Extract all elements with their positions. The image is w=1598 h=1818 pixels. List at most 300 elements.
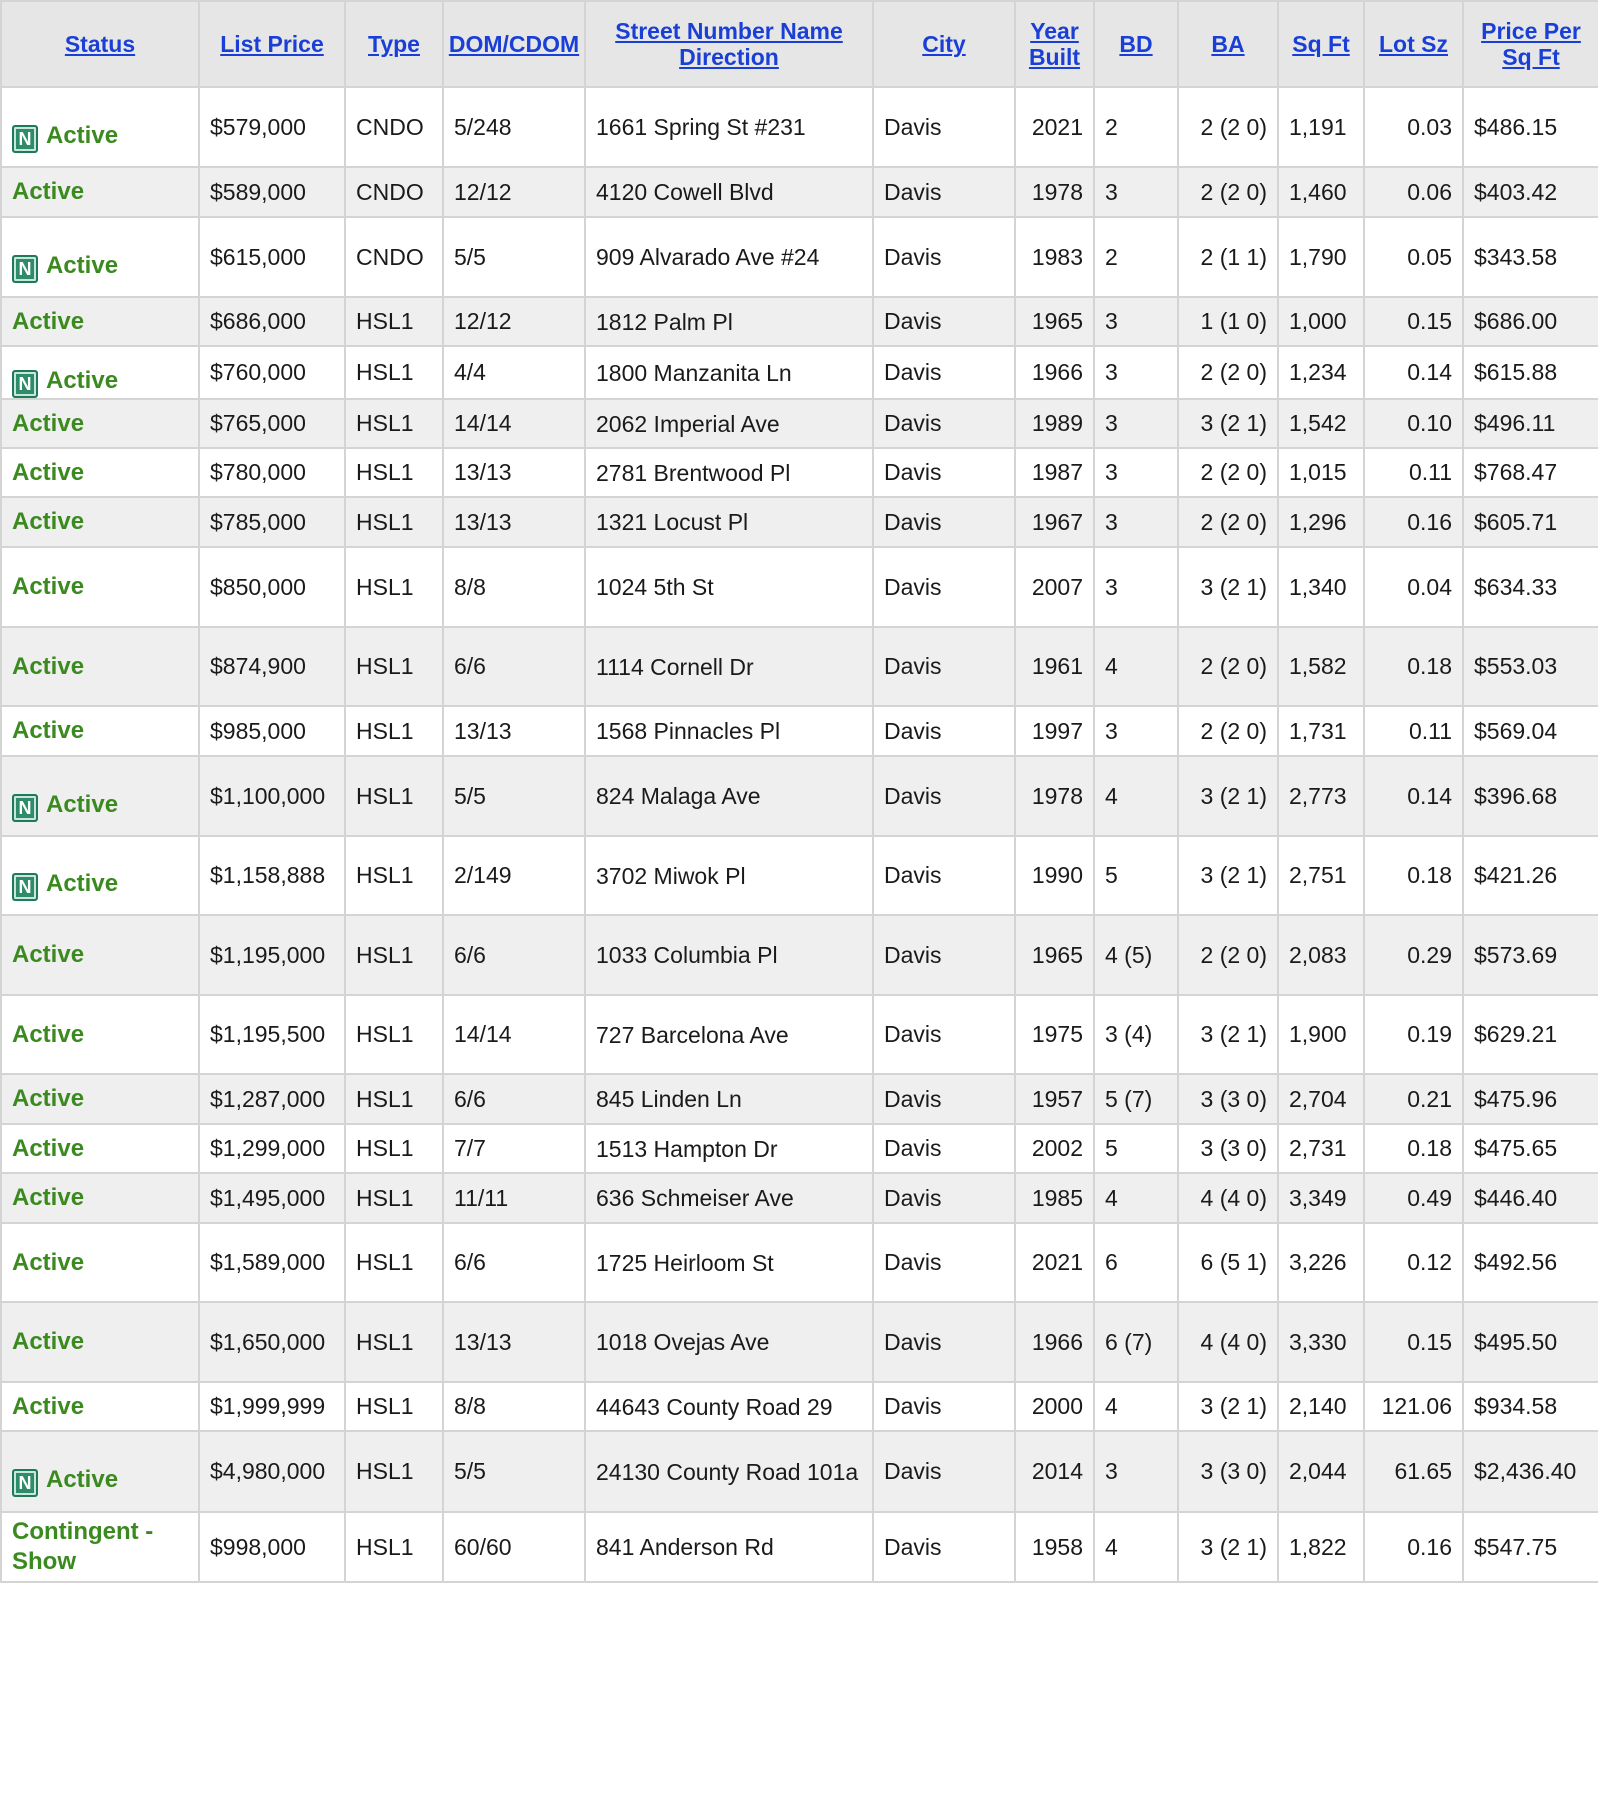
ba-cell: 2 (2 0) <box>1178 915 1278 995</box>
street-cell: 824 Malaga Ave <box>585 756 873 836</box>
status-text: Active <box>46 870 119 897</box>
list-price-cell: $589,000 <box>199 167 345 217</box>
table-row[interactable] <box>1 497 1598 547</box>
list-price-cell: $998,000 <box>199 1512 345 1582</box>
sort-year-built-link[interactable]: Year Built <box>1028 18 1081 70</box>
dom-cdom-cell: 11/11 <box>443 1173 585 1223</box>
price-per-sqft-cell: $492.56 <box>1463 1223 1598 1302</box>
city-cell: Davis <box>873 1173 1015 1223</box>
price-per-sqft-cell: $475.65 <box>1463 1124 1598 1173</box>
price-per-sqft-cell: $569.04 <box>1463 706 1598 756</box>
year-built-cell: 1989 <box>1015 399 1094 448</box>
new-listing-icon: N <box>12 370 38 398</box>
sort-lot-sz-link[interactable]: Lot Sz <box>1379 31 1448 57</box>
city-cell: Davis <box>873 1302 1015 1382</box>
year-built-cell: 1957 <box>1015 1074 1094 1124</box>
dom-cdom-cell: 6/6 <box>443 1074 585 1124</box>
status-cell <box>1 87 199 167</box>
status-text: Active <box>12 717 85 744</box>
status-cell <box>1 399 199 448</box>
price-per-sqft-cell: $686.00 <box>1463 297 1598 346</box>
sqft-cell: 1,900 <box>1278 995 1364 1074</box>
list-price-cell: $780,000 <box>199 448 345 497</box>
year-built-cell: 1975 <box>1015 995 1094 1074</box>
col-header-status <box>1 1 199 87</box>
table-row[interactable] <box>1 995 1598 1074</box>
dom-cdom-cell: 6/6 <box>443 915 585 995</box>
price-per-sqft-cell: $495.50 <box>1463 1302 1598 1382</box>
dom-cdom-cell: 2/149 <box>443 836 585 915</box>
price-per-sqft-cell: $396.68 <box>1463 756 1598 836</box>
price-per-sqft-cell: $446.40 <box>1463 1173 1598 1223</box>
sqft-cell: 1,822 <box>1278 1512 1364 1582</box>
price-per-sqft-cell: $629.21 <box>1463 995 1598 1074</box>
ba-cell: 6 (5 1) <box>1178 1223 1278 1302</box>
status-cell <box>1 1302 199 1382</box>
col-header-list-price <box>199 1 345 87</box>
bd-cell: 3 <box>1094 706 1178 756</box>
list-price-cell: $850,000 <box>199 547 345 627</box>
ba-cell: 3 (2 1) <box>1178 1512 1278 1582</box>
lot-sz-cell: 0.18 <box>1364 1124 1463 1173</box>
table-row[interactable] <box>1 547 1598 627</box>
table-row[interactable] <box>1 756 1598 836</box>
price-per-sqft-cell: $343.58 <box>1463 217 1598 297</box>
bd-cell: 6 <box>1094 1223 1178 1302</box>
ba-cell: 2 (2 0) <box>1178 346 1278 399</box>
bd-cell: 3 <box>1094 448 1178 497</box>
col-header-price-per-sqft <box>1463 1 1598 87</box>
status-cell <box>1 497 199 547</box>
ba-cell: 1 (1 0) <box>1178 297 1278 346</box>
lot-sz-cell: 0.03 <box>1364 87 1463 167</box>
dom-cdom-cell: 12/12 <box>443 297 585 346</box>
type-cell: HSL1 <box>345 1302 443 1382</box>
sqft-cell: 1,582 <box>1278 627 1364 706</box>
table-row[interactable] <box>1 87 1598 167</box>
new-listing-icon: N <box>12 255 38 283</box>
street-cell: 1513 Hampton Dr <box>585 1124 873 1173</box>
list-price-cell: $765,000 <box>199 399 345 448</box>
list-price-cell: $785,000 <box>199 497 345 547</box>
price-per-sqft-cell: $475.96 <box>1463 1074 1598 1124</box>
ba-cell: 2 (2 0) <box>1178 448 1278 497</box>
list-price-cell: $579,000 <box>199 87 345 167</box>
status-text: Active <box>12 941 85 968</box>
type-cell: HSL1 <box>345 497 443 547</box>
dom-cdom-cell: 6/6 <box>443 627 585 706</box>
dom-cdom-cell: 12/12 <box>443 167 585 217</box>
status-text: Active <box>46 121 119 149</box>
col-header-year-built <box>1015 1 1094 87</box>
table-row[interactable] <box>1 346 1598 399</box>
dom-cdom-cell: 5/5 <box>443 756 585 836</box>
lot-sz-cell: 0.19 <box>1364 995 1463 1074</box>
street-cell: 1725 Heirloom St <box>585 1223 873 1302</box>
status-text: Active <box>12 1392 85 1420</box>
city-cell: Davis <box>873 448 1015 497</box>
lot-sz-cell: 0.18 <box>1364 627 1463 706</box>
status-cell <box>1 627 199 706</box>
type-cell: HSL1 <box>345 627 443 706</box>
price-per-sqft-cell: $2,436.40 <box>1463 1431 1598 1512</box>
street-cell: 1800 Manzanita Ln <box>585 346 873 399</box>
status-text: Active <box>12 458 85 486</box>
sqft-cell: 2,083 <box>1278 915 1364 995</box>
street-cell: 1033 Columbia Pl <box>585 915 873 995</box>
table-row[interactable] <box>1 448 1598 497</box>
sort-type-link[interactable]: Type <box>368 31 420 57</box>
table-row[interactable] <box>1 915 1598 995</box>
type-cell: HSL1 <box>345 1223 443 1302</box>
sqft-cell: 1,731 <box>1278 706 1364 756</box>
status-text: Active <box>46 251 119 279</box>
table-row[interactable] <box>1 1074 1598 1124</box>
bd-cell: 3 <box>1094 167 1178 217</box>
status-cell <box>1 1223 199 1302</box>
table-row[interactable] <box>1 1223 1598 1302</box>
sqft-cell: 2,773 <box>1278 756 1364 836</box>
bd-cell: 4 <box>1094 756 1178 836</box>
status-cell <box>1 1124 199 1173</box>
table-row[interactable] <box>1 627 1598 706</box>
sqft-cell: 1,790 <box>1278 217 1364 297</box>
type-cell: HSL1 <box>345 297 443 346</box>
sqft-cell: 2,751 <box>1278 836 1364 915</box>
status-cell <box>1 756 199 836</box>
year-built-cell: 2000 <box>1015 1382 1094 1431</box>
ba-cell: 3 (3 0) <box>1178 1074 1278 1124</box>
status-cell <box>1 217 199 297</box>
street-cell: 44643 County Road 29 <box>585 1382 873 1431</box>
col-header-lot-sz <box>1364 1 1463 87</box>
city-cell: Davis <box>873 346 1015 399</box>
list-price-cell: $1,999,999 <box>199 1382 345 1431</box>
year-built-cell: 1958 <box>1015 1512 1094 1582</box>
list-price-cell: $874,900 <box>199 627 345 706</box>
bd-cell: 4 <box>1094 1173 1178 1223</box>
sqft-cell: 2,704 <box>1278 1074 1364 1124</box>
price-per-sqft-cell: $934.58 <box>1463 1382 1598 1431</box>
sort-status-link[interactable]: Status <box>64 31 136 57</box>
lot-sz-cell: 0.14 <box>1364 346 1463 399</box>
status-text: Active <box>12 178 85 205</box>
type-cell: HSL1 <box>345 995 443 1074</box>
city-cell: Davis <box>873 1074 1015 1124</box>
street-cell: 909 Alvarado Ave #24 <box>585 217 873 297</box>
list-price-cell: $1,495,000 <box>199 1173 345 1223</box>
dom-cdom-cell: 4/4 <box>443 346 585 399</box>
table-row[interactable] <box>1 1173 1598 1223</box>
list-price-cell: $1,195,000 <box>199 915 345 995</box>
type-cell: HSL1 <box>345 836 443 915</box>
list-price-cell: $1,195,500 <box>199 995 345 1074</box>
status-text: Active <box>46 790 119 818</box>
type-cell: CNDO <box>345 87 443 167</box>
lot-sz-cell: 0.12 <box>1364 1223 1463 1302</box>
type-cell: HSL1 <box>345 706 443 756</box>
status-cell <box>1 346 199 399</box>
sqft-cell: 1,542 <box>1278 399 1364 448</box>
col-header-bd <box>1094 1 1178 87</box>
dom-cdom-cell: 8/8 <box>443 547 585 627</box>
sqft-cell: 1,000 <box>1278 297 1364 346</box>
ba-cell: 2 (2 0) <box>1178 167 1278 217</box>
lot-sz-cell: 0.05 <box>1364 217 1463 297</box>
sqft-cell: 2,140 <box>1278 1382 1364 1431</box>
bd-cell: 3 <box>1094 547 1178 627</box>
table-row[interactable] <box>1 167 1598 217</box>
sort-price-per-sqft-link[interactable]: Price Per Sq Ft <box>1481 18 1581 70</box>
sqft-cell: 1,296 <box>1278 497 1364 547</box>
type-cell: HSL1 <box>345 1124 443 1173</box>
status-text: Active <box>12 652 85 680</box>
type-cell: HSL1 <box>345 756 443 836</box>
sort-bd-link[interactable]: BD <box>1119 31 1153 57</box>
bd-cell: 3 <box>1094 399 1178 448</box>
table-row[interactable] <box>1 217 1598 297</box>
lot-sz-cell: 0.15 <box>1364 297 1463 346</box>
street-cell: 1812 Palm Pl <box>585 297 873 346</box>
type-cell: HSL1 <box>345 1431 443 1512</box>
type-cell: HSL1 <box>345 346 443 399</box>
sqft-cell: 3,330 <box>1278 1302 1364 1382</box>
sort-street-link[interactable]: Street Number Name Direction <box>615 18 843 70</box>
price-per-sqft-cell: $421.26 <box>1463 836 1598 915</box>
dom-cdom-cell: 13/13 <box>443 706 585 756</box>
ba-cell: 3 (3 0) <box>1178 1431 1278 1512</box>
table-row[interactable] <box>1 1512 1598 1582</box>
city-cell: Davis <box>873 547 1015 627</box>
year-built-cell: 1985 <box>1015 1173 1094 1223</box>
status-text: Active <box>12 1328 85 1355</box>
bd-cell: 4 <box>1094 627 1178 706</box>
city-cell: Davis <box>873 627 1015 706</box>
status-text: Active <box>12 409 85 437</box>
city-cell: Davis <box>873 217 1015 297</box>
bd-cell: 5 (7) <box>1094 1074 1178 1124</box>
year-built-cell: 2021 <box>1015 1223 1094 1302</box>
status-cell <box>1 297 199 346</box>
table-row[interactable] <box>1 836 1598 915</box>
bd-cell: 3 <box>1094 346 1178 399</box>
lot-sz-cell: 0.10 <box>1364 399 1463 448</box>
dom-cdom-cell: 5/248 <box>443 87 585 167</box>
col-header-dom-cdom <box>443 1 585 87</box>
status-text: Active <box>12 1134 85 1162</box>
year-built-cell: 1966 <box>1015 346 1094 399</box>
price-per-sqft-cell: $605.71 <box>1463 497 1598 547</box>
type-cell: HSL1 <box>345 1074 443 1124</box>
city-cell: Davis <box>873 836 1015 915</box>
sqft-cell: 2,731 <box>1278 1124 1364 1173</box>
ba-cell: 3 (3 0) <box>1178 1124 1278 1173</box>
year-built-cell: 1966 <box>1015 1302 1094 1382</box>
list-price-cell: $1,287,000 <box>199 1074 345 1124</box>
type-cell: HSL1 <box>345 547 443 627</box>
lot-sz-cell: 0.14 <box>1364 756 1463 836</box>
status-text: Active <box>12 573 85 600</box>
sqft-cell: 1,015 <box>1278 448 1364 497</box>
dom-cdom-cell: 13/13 <box>443 497 585 547</box>
sort-city-link[interactable]: City <box>922 31 966 57</box>
list-price-cell: $760,000 <box>199 346 345 399</box>
ba-cell: 4 (4 0) <box>1178 1302 1278 1382</box>
table-row[interactable] <box>1 399 1598 448</box>
city-cell: Davis <box>873 497 1015 547</box>
new-listing-icon: N <box>12 794 38 822</box>
city-cell: Davis <box>873 1382 1015 1431</box>
sort-dom-cdom-link[interactable]: DOM/CDOM <box>448 31 580 57</box>
street-cell: 24130 County Road 101a <box>585 1431 873 1512</box>
year-built-cell: 1990 <box>1015 836 1094 915</box>
lot-sz-cell: 0.16 <box>1364 1512 1463 1582</box>
status-cell <box>1 915 199 995</box>
street-cell: 1321 Locust Pl <box>585 497 873 547</box>
city-cell: Davis <box>873 1431 1015 1512</box>
sqft-cell: 1,191 <box>1278 87 1364 167</box>
year-built-cell: 1978 <box>1015 167 1094 217</box>
street-cell: 727 Barcelona Ave <box>585 995 873 1074</box>
bd-cell: 2 <box>1094 217 1178 297</box>
lot-sz-cell: 0.16 <box>1364 497 1463 547</box>
price-per-sqft-cell: $486.15 <box>1463 87 1598 167</box>
list-price-cell: $1,650,000 <box>199 1302 345 1382</box>
type-cell: HSL1 <box>345 915 443 995</box>
ba-cell: 3 (2 1) <box>1178 399 1278 448</box>
sqft-cell: 1,340 <box>1278 547 1364 627</box>
ba-cell: 2 (2 0) <box>1178 627 1278 706</box>
type-cell: CNDO <box>345 167 443 217</box>
bd-cell: 3 <box>1094 297 1178 346</box>
status-text: Active <box>12 1184 85 1211</box>
status-cell <box>1 706 199 756</box>
city-cell: Davis <box>873 915 1015 995</box>
ba-cell: 3 (2 1) <box>1178 756 1278 836</box>
type-cell: CNDO <box>345 217 443 297</box>
type-cell: HSL1 <box>345 399 443 448</box>
sqft-cell: 3,226 <box>1278 1223 1364 1302</box>
sort-sqft-link[interactable]: Sq Ft <box>1292 31 1350 57</box>
col-header-ba <box>1178 1 1278 87</box>
status-cell <box>1 167 199 217</box>
lot-sz-cell: 61.65 <box>1364 1431 1463 1512</box>
price-per-sqft-cell: $573.69 <box>1463 915 1598 995</box>
city-cell: Davis <box>873 399 1015 448</box>
year-built-cell: 1965 <box>1015 297 1094 346</box>
list-price-cell: $1,158,888 <box>199 836 345 915</box>
dom-cdom-cell: 13/13 <box>443 1302 585 1382</box>
year-built-cell: 1997 <box>1015 706 1094 756</box>
year-built-cell: 2007 <box>1015 547 1094 627</box>
ba-cell: 4 (4 0) <box>1178 1173 1278 1223</box>
dom-cdom-cell: 7/7 <box>443 1124 585 1173</box>
price-per-sqft-cell: $403.42 <box>1463 167 1598 217</box>
year-built-cell: 2021 <box>1015 87 1094 167</box>
year-built-cell: 1965 <box>1015 915 1094 995</box>
bd-cell: 4 (5) <box>1094 915 1178 995</box>
list-price-cell: $1,589,000 <box>199 1223 345 1302</box>
city-cell: Davis <box>873 1512 1015 1582</box>
city-cell: Davis <box>873 1223 1015 1302</box>
street-cell: 2781 Brentwood Pl <box>585 448 873 497</box>
street-cell: 636 Schmeiser Ave <box>585 1173 873 1223</box>
lot-sz-cell: 0.49 <box>1364 1173 1463 1223</box>
dom-cdom-cell: 13/13 <box>443 448 585 497</box>
year-built-cell: 1987 <box>1015 448 1094 497</box>
lot-sz-cell: 0.11 <box>1364 448 1463 497</box>
price-per-sqft-cell: $768.47 <box>1463 448 1598 497</box>
table-row[interactable] <box>1 1302 1598 1382</box>
price-per-sqft-cell: $496.11 <box>1463 399 1598 448</box>
year-built-cell: 2014 <box>1015 1431 1094 1512</box>
bd-cell: 5 <box>1094 1124 1178 1173</box>
year-built-cell: 2002 <box>1015 1124 1094 1173</box>
city-cell: Davis <box>873 995 1015 1074</box>
city-cell: Davis <box>873 706 1015 756</box>
bd-cell: 6 (7) <box>1094 1302 1178 1382</box>
table-row[interactable] <box>1 1431 1598 1512</box>
status-cell <box>1 547 199 627</box>
street-cell: 1018 Ovejas Ave <box>585 1302 873 1382</box>
header-row <box>1 1 1598 87</box>
sort-list-price-link[interactable]: List Price <box>220 31 324 57</box>
new-listing-icon: N <box>12 873 38 901</box>
sqft-cell: 1,234 <box>1278 346 1364 399</box>
table-row[interactable] <box>1 1124 1598 1173</box>
ba-cell: 2 (2 0) <box>1178 497 1278 547</box>
street-cell: 841 Anderson Rd <box>585 1512 873 1582</box>
table-row[interactable] <box>1 297 1598 346</box>
dom-cdom-cell: 6/6 <box>443 1223 585 1302</box>
bd-cell: 3 <box>1094 1431 1178 1512</box>
street-cell: 3702 Miwok Pl <box>585 836 873 915</box>
sort-ba-link[interactable]: BA <box>1211 31 1245 57</box>
table-row[interactable] <box>1 1382 1598 1431</box>
status-text: Active <box>12 1085 85 1112</box>
ba-cell: 2 (2 0) <box>1178 87 1278 167</box>
type-cell: HSL1 <box>345 1173 443 1223</box>
bd-cell: 4 <box>1094 1382 1178 1431</box>
bd-cell: 3 (4) <box>1094 995 1178 1074</box>
type-cell: HSL1 <box>345 448 443 497</box>
city-cell: Davis <box>873 1124 1015 1173</box>
status-text: Contingent - Show <box>12 1518 154 1575</box>
year-built-cell: 1967 <box>1015 497 1094 547</box>
dom-cdom-cell: 14/14 <box>443 399 585 448</box>
status-text: Active <box>46 367 119 394</box>
status-cell <box>1 448 199 497</box>
dom-cdom-cell: 5/5 <box>443 1431 585 1512</box>
lot-sz-cell: 0.18 <box>1364 836 1463 915</box>
type-cell: HSL1 <box>345 1512 443 1582</box>
city-cell: Davis <box>873 167 1015 217</box>
list-price-cell: $1,299,000 <box>199 1124 345 1173</box>
new-listing-icon: N <box>12 125 38 153</box>
list-price-cell: $615,000 <box>199 217 345 297</box>
status-cell <box>1 1431 199 1512</box>
ba-cell: 3 (2 1) <box>1178 836 1278 915</box>
table-row[interactable] <box>1 706 1598 756</box>
ba-cell: 3 (2 1) <box>1178 547 1278 627</box>
ba-cell: 3 (2 1) <box>1178 995 1278 1074</box>
year-built-cell: 1983 <box>1015 217 1094 297</box>
list-price-cell: $4,980,000 <box>199 1431 345 1512</box>
lot-sz-cell: 0.15 <box>1364 1302 1463 1382</box>
status-cell <box>1 1382 199 1431</box>
status-cell <box>1 995 199 1074</box>
lot-sz-cell: 121.06 <box>1364 1382 1463 1431</box>
